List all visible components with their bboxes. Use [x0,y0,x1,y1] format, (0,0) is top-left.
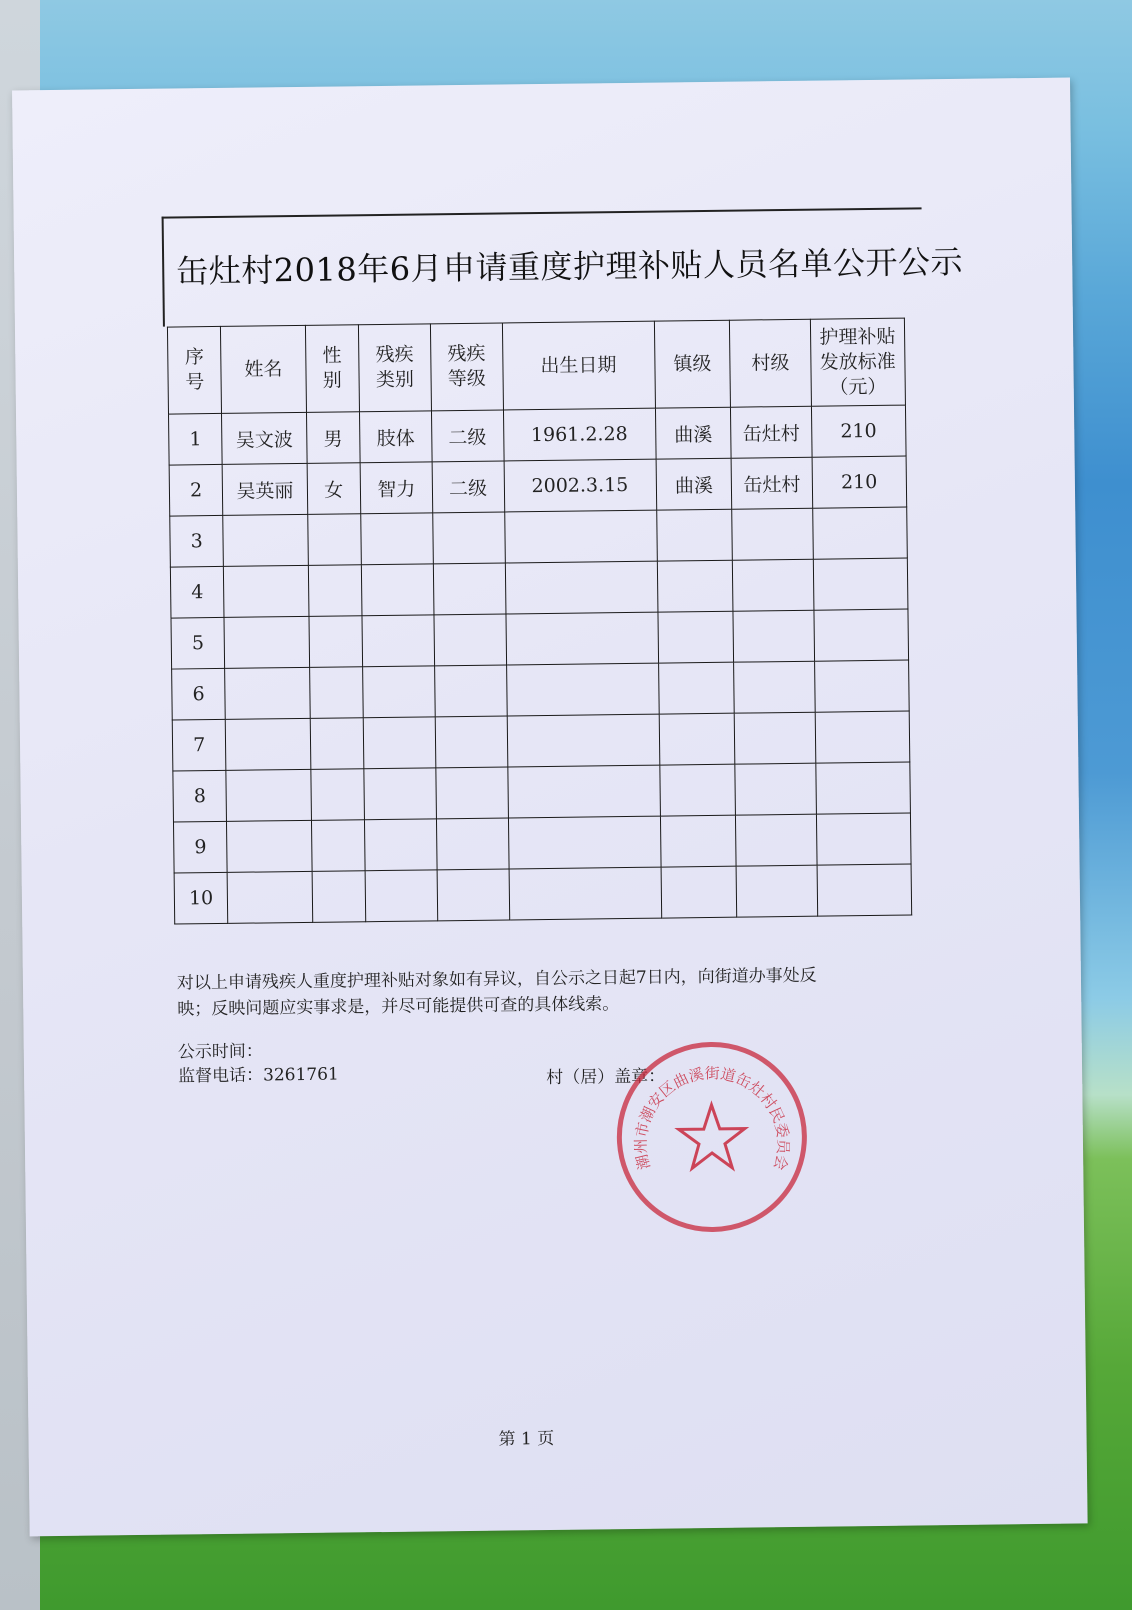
footer-block [178,1031,933,1100]
table-cell [657,611,734,663]
table-cell [813,558,908,610]
column-header-text: 号 [185,371,205,394]
table-cell [436,767,508,819]
table-cell: 肢体 [359,411,431,463]
column-header [221,325,306,413]
announce-time-label: 公示时间： [177,1041,263,1063]
table-cell [812,507,907,559]
table-cell [659,764,736,816]
column-header-text: 序 [184,346,205,369]
table-cell: 210 [812,456,907,508]
table-cell: 曲溪 [655,407,732,459]
table-cell [734,661,815,713]
column-header [430,323,503,411]
table-cell: 6 [172,668,226,720]
table-cell [657,560,734,612]
table-cell: 吴英丽 [222,463,307,515]
objection-notice [177,962,898,1023]
notice-line-1: 对以上申请残疾人重度护理补贴对象如有异议，自公示之日起7日内，向街道办事处反 [176,965,817,994]
column-header-text: 姓名 [244,357,283,381]
table-cell: 缶灶村 [731,406,812,458]
column-header-text: 镇级 [673,352,712,375]
notice-line-2: 映；反映问题应实事求是，并尽可能提供可查的具体线索。 [177,994,620,1020]
hotline-text: 监督电话：3261761 [177,1064,339,1087]
table-cell [735,763,816,815]
table-row [169,456,907,516]
column-header [167,326,221,414]
table-row [170,507,908,567]
table-cell: 8 [173,770,227,822]
column-header [654,320,731,408]
table-cell [437,869,509,921]
table-cell [307,514,361,566]
table-cell [433,563,505,615]
column-header-text: 别 [322,369,342,392]
table-cell [507,765,660,818]
table-cell [813,609,908,661]
table-cell [660,815,737,867]
page-number: 第 1 页 [498,1428,555,1450]
table-cell [434,665,506,717]
table-cell [733,610,814,662]
table-cell [732,508,813,560]
seal-text: 潮州市潮安区曲溪街道缶灶村民委员会 [631,1064,793,1173]
table-cell [309,667,363,719]
table-cell [363,717,435,769]
table-cell [225,667,310,719]
table-cell [504,510,657,563]
seal-graphic [621,1046,803,1228]
table-row [171,609,909,669]
table-cell [505,561,658,614]
table-cell [363,666,435,718]
table-cell [736,814,817,866]
table-cell: 1961.2.28 [503,408,656,461]
column-header-text: 性 [322,344,342,367]
table-cell: 二级 [431,410,503,462]
table-cell [815,711,910,763]
table-cell [815,762,910,814]
table-row [170,558,908,618]
table-cell: 5 [171,617,225,669]
table-cell [224,565,309,617]
table-cell [507,714,660,767]
table-cell [436,818,508,870]
table-cell: 女 [307,463,361,515]
table-cell [310,769,364,821]
table-header-row [167,318,905,414]
column-header-text: 残疾 [447,342,486,366]
table-cell [361,564,433,616]
column-header [810,318,906,406]
column-header [358,324,431,412]
table-cell [308,565,362,617]
table-cell [309,616,363,668]
star-icon [678,1105,745,1169]
table-row [173,813,911,873]
table-cell [365,870,437,922]
table-cell [310,718,364,770]
table-cell: 男 [306,412,360,464]
table-cell [814,660,909,712]
table-cell [735,712,816,764]
seal-label: 村（居）盖章： [546,1066,666,1089]
table-cell [362,615,434,667]
table-cell [509,867,662,920]
table-cell [364,819,436,871]
table-cell: 2002.3.15 [504,459,657,512]
document-title: 缶灶村2018年6月申请重度护理补贴人员名单公开公示 [176,242,964,291]
table-body [169,405,912,924]
column-header-text: 类别 [375,368,415,392]
table-cell: 吴文波 [222,412,307,464]
table-row [174,864,912,924]
table-cell [733,559,814,611]
table-cell [224,616,309,668]
table-cell [661,866,738,918]
table-cell: 10 [174,872,228,924]
column-header-text: 发放标准 [819,350,896,374]
column-header-text: （元） [829,375,887,398]
official-seal [616,1041,808,1233]
notice-sheet [12,78,1088,1537]
table-cell: 2 [169,464,223,516]
table-cell [737,865,818,917]
table-cell: 3 [170,515,224,567]
table-cell: 曲溪 [656,458,733,510]
table-cell [817,864,912,916]
table-cell: 二级 [432,461,504,513]
table-cell [816,813,911,865]
table-cell [227,820,312,872]
table-cell [432,512,504,564]
table-cell: 210 [811,405,906,457]
table-cell [435,716,507,768]
table-cell: 1 [169,413,223,465]
table-cell: 智力 [360,462,432,514]
column-header-text: 出生日期 [540,353,617,377]
table-cell [226,769,311,821]
table-cell: 4 [170,566,224,618]
table-cell [227,871,312,923]
document-body [162,207,964,1100]
table-cell [506,663,659,716]
table-cell [311,820,365,872]
table-row [172,660,910,720]
table-row [172,711,910,771]
table-cell: 缶灶村 [732,457,813,509]
title-frame [162,207,964,326]
table-cell [361,513,433,565]
table-row [169,405,907,465]
column-header-text: 村级 [751,351,790,374]
table-cell [312,871,366,923]
table-cell [656,509,733,561]
table-cell [508,816,661,869]
column-header-text: 护理补贴 [819,325,896,349]
column-header [730,319,811,407]
column-header-text: 等级 [447,367,486,391]
table-cell [659,713,736,765]
table-cell [434,614,506,666]
table-cell [364,768,436,820]
table-row [173,762,911,822]
column-header [305,325,359,413]
table-cell: 7 [172,719,226,771]
table-cell [223,514,308,566]
table-cell [658,662,735,714]
table-cell [506,612,659,665]
column-header [502,321,655,410]
column-header-text: 残疾 [375,343,414,367]
table-cell: 9 [173,821,227,873]
table-cell [226,718,311,770]
subsidy-roster-table [167,318,912,925]
